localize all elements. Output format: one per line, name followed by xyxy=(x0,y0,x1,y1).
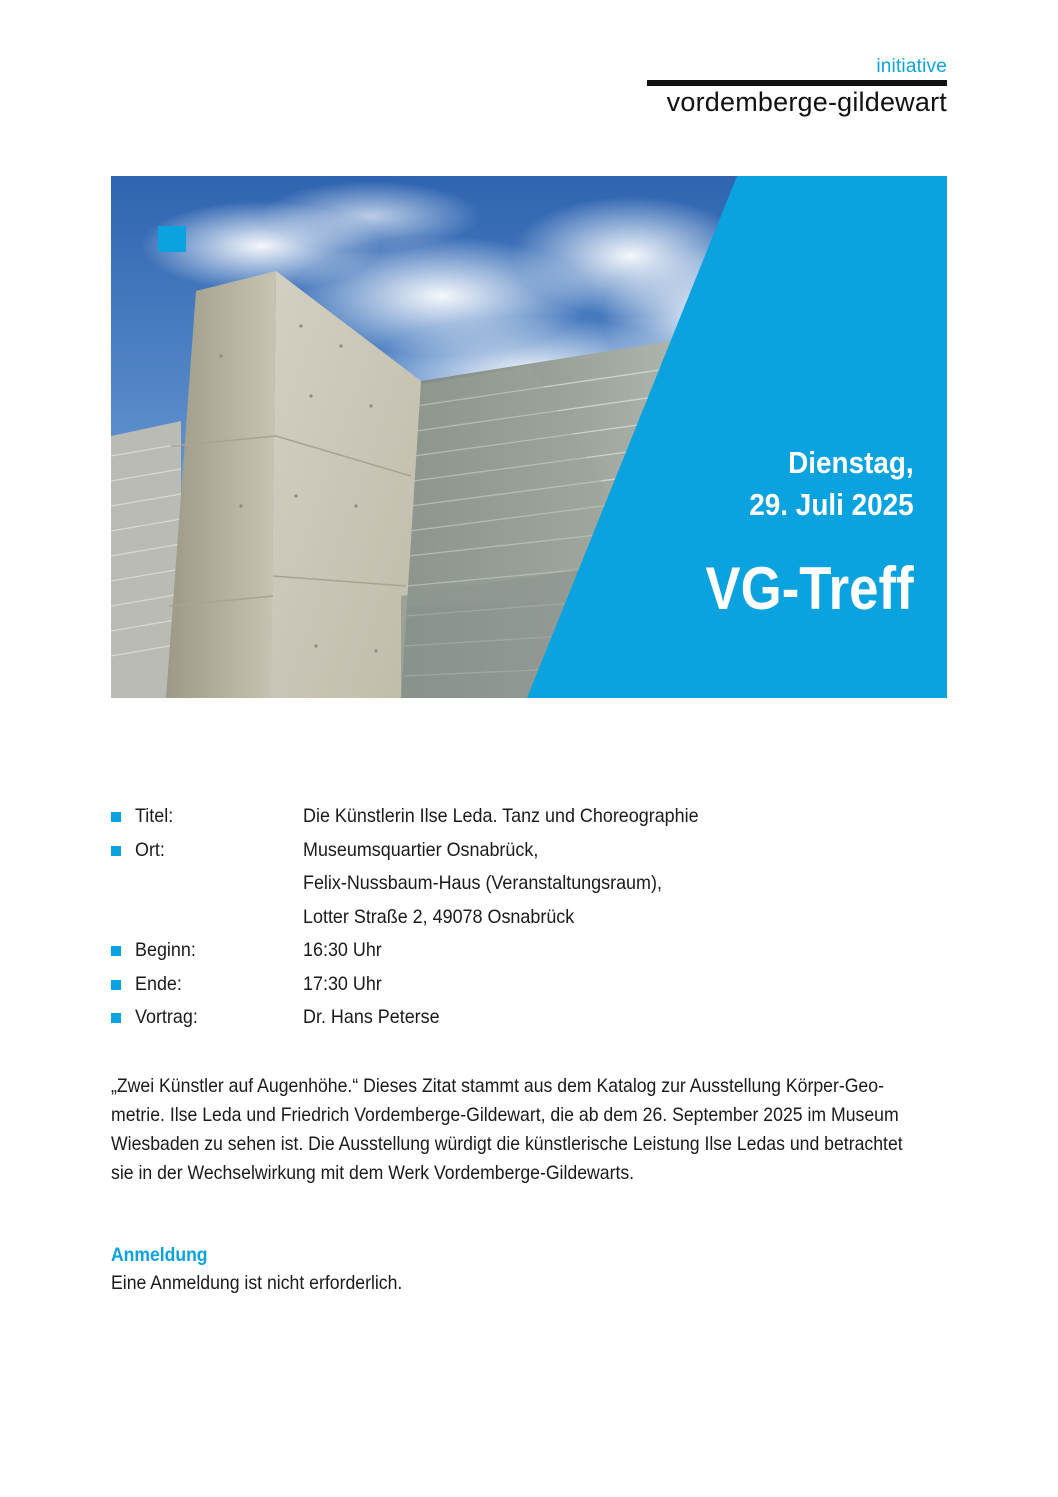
detail-row-start xyxy=(111,934,947,968)
detail-value: 16:30 Uhr xyxy=(303,939,382,961)
description-line: sie in der Wechselwirkung mit dem Werk Vordemberge-Gildewarts. xyxy=(111,1162,635,1184)
event-date-text: 29. Juli 2025 xyxy=(749,487,914,522)
registration-text: Eine Anmeldung ist nicht erforderlich. xyxy=(111,1272,403,1294)
detail-value: Die Künstlerin Ilse Leda. Tanz und Choreographie xyxy=(303,805,699,827)
hero-banner xyxy=(111,176,947,698)
logo-tagline: initiative xyxy=(876,56,947,77)
detail-label: Ende: xyxy=(135,972,182,995)
brand-logo xyxy=(647,56,947,117)
detail-label: Titel: xyxy=(135,805,174,827)
event-title: VG-Treff xyxy=(705,555,914,622)
detail-row-location-cont xyxy=(111,867,947,901)
description-line: Wiesbaden zu sehen ist. Die Ausstellung würdigt die künstlerische Leistung Ilse Ledas und betrachtet xyxy=(111,1133,903,1155)
detail-row-location xyxy=(111,834,947,868)
accent-square xyxy=(158,226,186,252)
event-details xyxy=(111,800,947,1035)
event-date xyxy=(731,442,914,526)
bullet-icon xyxy=(111,812,121,822)
detail-value: Museumsquartier Osnabrück, xyxy=(303,838,539,861)
detail-row-speaker xyxy=(111,1001,947,1035)
detail-label: Ort: xyxy=(135,838,165,861)
detail-label: Beginn: xyxy=(135,939,196,961)
logo-wordmark: vordemberge-gildewart xyxy=(666,87,947,117)
detail-value: Lotter Straße 2, 49078 Osnabrück xyxy=(303,905,575,928)
bullet-icon xyxy=(111,946,121,956)
logo-rule xyxy=(647,80,947,86)
detail-value: Felix-Nussbaum-Haus (Veranstaltungsraum), xyxy=(303,872,662,894)
detail-row-location-cont xyxy=(111,901,947,935)
registration-heading: Anmeldung xyxy=(111,1244,208,1266)
bullet-icon xyxy=(111,846,121,856)
detail-row-title xyxy=(111,800,947,834)
bullet-icon xyxy=(111,1013,121,1023)
detail-row-end xyxy=(111,968,947,1002)
detail-value: Dr. Hans Peterse xyxy=(303,1006,440,1028)
description-line: „Zwei Künstler auf Augenhöhe.“ Dieses Zitat stammt aus dem Katalog zur Ausstellung Körper-Geo- xyxy=(111,1075,884,1097)
event-description xyxy=(111,1072,991,1188)
event-day: Dienstag, xyxy=(788,445,914,480)
detail-value: 17:30 Uhr xyxy=(303,972,382,995)
description-line: metrie. Ilse Leda und Friedrich Vordemberge-Gildewart, die ab dem 26. September 2025 im Museum xyxy=(111,1104,899,1126)
detail-label: Vortrag: xyxy=(135,1006,198,1028)
bullet-icon xyxy=(111,980,121,990)
